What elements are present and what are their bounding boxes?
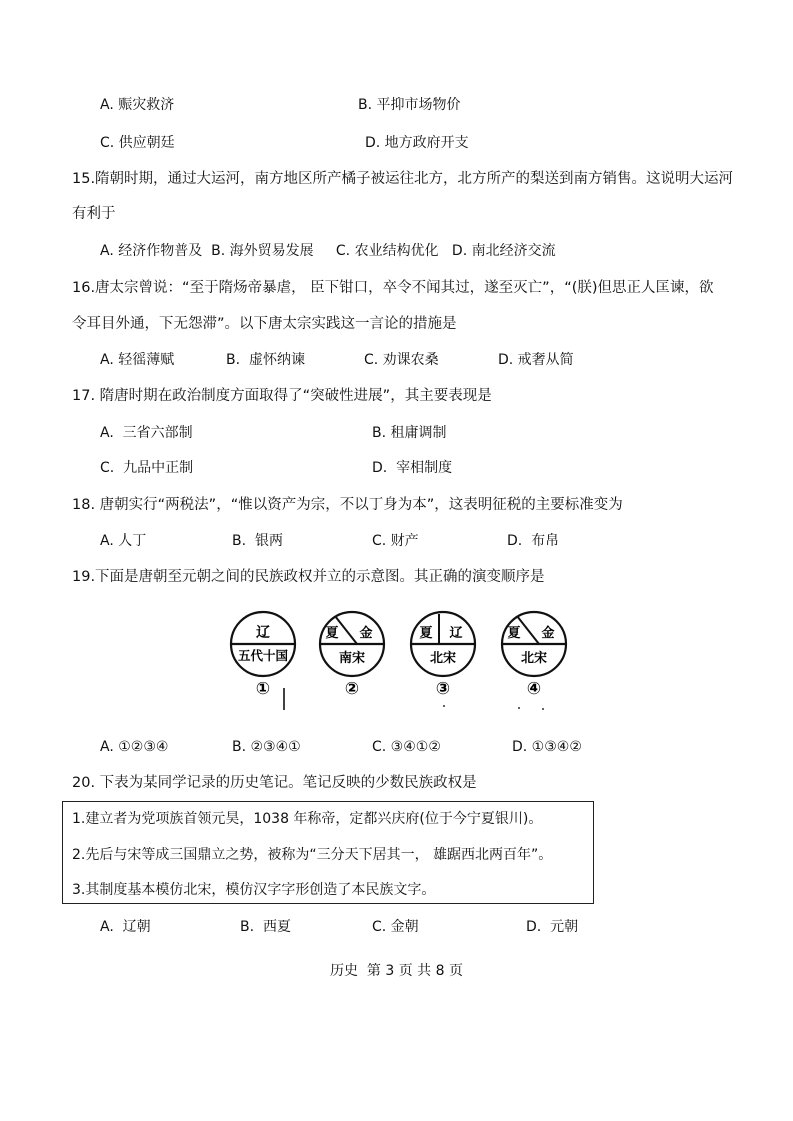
q17-option-a: A. 三省六部制 [100,425,193,441]
q16-option-c: C. 劝课农桑 [364,352,439,368]
circle-4-top-right: 金 [541,626,555,641]
q19-stem: 19.下面是唐朝至元朝之间的民族政权并立的示意图。其正确的演变顺序是 [72,569,545,585]
q17-option-b: B. 租庸调制 [372,425,447,441]
q20-option-c: C. 金朝 [372,919,419,935]
q20-option-b: B. 西夏 [240,919,291,935]
q20-option-d: D. 元朝 [526,919,579,935]
q14-option-c: C. 供应朝廷 [100,135,175,151]
circle-3-bottom: 北宋 [429,651,457,666]
notes-box [62,801,594,904]
circle-3-top-right: 辽 [449,626,463,641]
q17-stem: 17. 隋唐时期在政治制度方面取得了“突破性进展”，其主要表现是 [72,388,492,404]
circle-2 [320,612,384,699]
q19-option-a: A. ①②③④ [100,739,169,755]
circle-4-bottom: 北宋 [520,651,548,666]
q15-stem-line2: 有利于 [72,206,116,222]
q14-option-d: D. 地方政府开支 [365,135,469,151]
circle-1-top: 辽 [256,625,270,641]
circle-4-number: ④ [526,679,542,699]
q16-stem-line2: 令耳目外通，下无怨滞”。以下唐太宗实践这一言论的措施是 [72,316,457,332]
q20-option-a: A. 辽朝 [100,919,151,935]
circle-1-number: ① [255,679,271,699]
q16-option-a: A. 轻徭薄赋 [100,352,175,368]
q16-stem-line1: 16.唐太宗曾说：“至于隋炀帝暴虐， 臣下钳口，卒令不闻其过，遂至灭亡”，“(朕)但思正人匡谏，欲 [72,280,714,296]
q17-option-c: C. 九品中正制 [100,460,194,476]
q19-option-d: D. ①③④② [512,739,582,755]
q15-stem-line1: 15.隋朝时期，通过大运河，南方地区所产橘子被运往北方，北方所产的梨送到南方销售。这说明大运河 [72,171,734,187]
regimes-diagram [225,608,575,718]
q18-option-c: C. 财产 [372,533,419,549]
circle-1-bottom: 五代十国 [237,648,289,663]
circle-3-number: ③ [435,679,451,699]
page-footer: 历史 第 3 页 共 8 页 [330,963,463,979]
circle-3 [411,612,475,699]
circle-1 [231,612,295,699]
circle-2-number: ② [344,679,360,699]
q15-options: A. 经济作物普及 B. 海外贸易发展 C. 农业结构优化 D. 南北经济交流 [100,243,556,259]
q18-option-b: B. 银两 [232,533,283,549]
circle-2-bottom: 南宋 [338,651,366,666]
note-1: 1.建立者为党项族首领元昊，1038 年称帝，定都兴庆府(位于今宁夏银川)。 [72,811,543,827]
q14-option-a: A. 赈灾救济 [100,97,175,113]
q20-stem: 20. 下表为某同学记录的历史笔记。笔记反映的少数民族政权是 [72,775,477,791]
circle-2-top-right: 金 [359,626,373,641]
q14-option-b: B. 平抑市场物价 [358,97,461,113]
note-3: 3.其制度基本模仿北宋，模仿汉字字形创造了本民族文字。 [72,882,436,898]
note-2: 2.先后与宋等成三国鼎立之势，被称为“三分天下居其一， 雄踞西北两百年”。 [72,847,553,863]
q19-option-b: B. ②③④① [232,739,301,755]
circle-3-top-left: 夏 [419,626,433,641]
q16-option-b: B. 虚怀纳谏 [226,352,305,368]
circle-4-top-left: 夏 [507,626,521,641]
circle-4 [502,612,566,699]
circle-2-top-left: 夏 [325,626,339,641]
q18-option-a: A. 人丁 [100,533,147,549]
q18-option-d: D. 布帛 [507,533,560,549]
q19-option-c: C. ③④①② [372,739,441,755]
q18-stem: 18. 唐朝实行“两税法”，“惟以资产为宗，不以丁身为本”，这表明征税的主要标准变为 [72,497,623,513]
q17-option-d: D. 宰相制度 [372,460,453,476]
q16-option-d: D. 戒奢从简 [498,352,574,368]
